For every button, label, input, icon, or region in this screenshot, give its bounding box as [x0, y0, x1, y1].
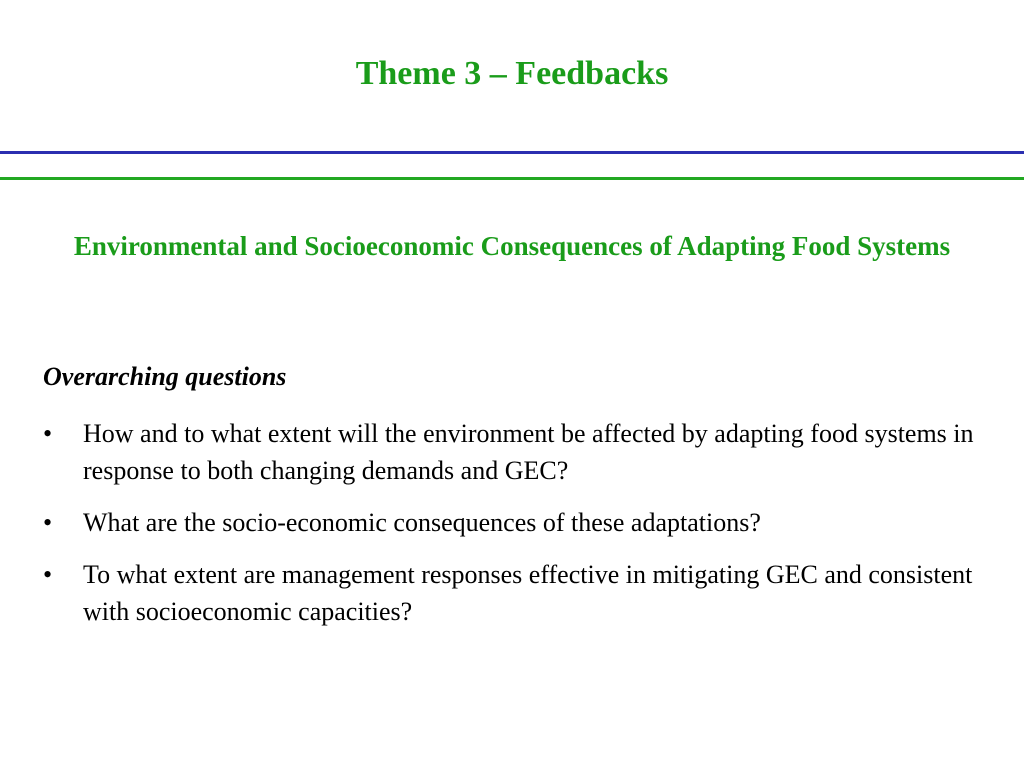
divider-blue: [0, 151, 1024, 154]
slide-title: Theme 3 – Feedbacks: [355, 55, 669, 92]
list-item-text: How and to what extent will the environment be affected by adapting food systems in response to both changing demands and GEC?: [83, 419, 974, 485]
bullet-icon: •: [43, 508, 53, 537]
list-item: [43, 415, 983, 489]
section-heading: Overarching questions: [43, 362, 287, 391]
bullet-icon: •: [43, 560, 53, 589]
list-item: [43, 504, 983, 541]
list-item: [43, 556, 983, 630]
divider-green: [0, 177, 1024, 180]
slide-subtitle: Environmental and Socioeconomic Consequences of Adapting Food Systems: [73, 231, 951, 261]
list-item-text: To what extent are management responses effective in mitigating GEC and consistent with socioeconomic capacities?: [83, 560, 973, 626]
bullet-icon: •: [43, 419, 53, 448]
list-item-text: What are the socio-economic consequences of these adaptations?: [83, 508, 761, 537]
question-list: [43, 415, 983, 645]
